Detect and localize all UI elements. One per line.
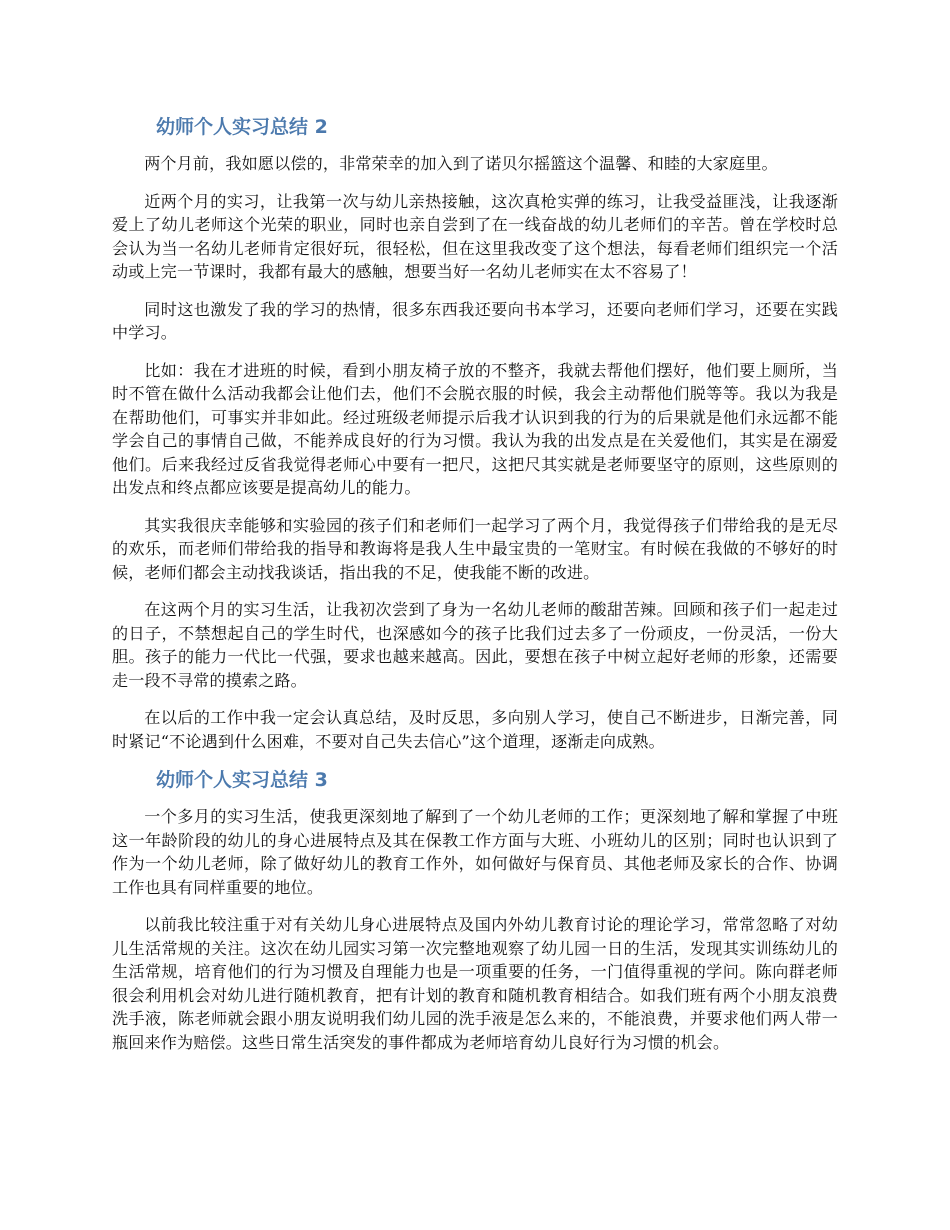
section-title: 幼师个人实习总结 2 bbox=[156, 116, 328, 138]
paragraph: 在这两个月的实习生活，让我初次尝到了身为一名幼儿老师的酸甜苦辣。回顾和孩子们一起走过的日子，不禁想起自己的学生时代，也深感如今的孩子比我们过去多了一份顽皮，一份灵活，一份大胆。孩子的能力一代比一代强，要求也越来越高。因此，要想在孩子中树立起好老师的形象，还需要走一段不寻常的摸索之路。 bbox=[112, 600, 838, 690]
paragraph: 其实我很庆幸能够和实验园的孩子们和老师们一起学习了两个月，我觉得孩子们带给我的是无尽的欢乐，而老师们带给我的指导和教诲将是我人生中最宝贵的一笔财宝。有时候在我做的不够好的时候，老师们都会主动找我谈话，指出我的不足，使我能不断的改进。 bbox=[112, 515, 838, 582]
section-summary-2 bbox=[112, 114, 838, 753]
paragraph: 一个多月的实习生活，使我更深刻地了解到了一个幼儿老师的工作；更深刻地了解和掌握了中班这一年龄阶段的幼儿的身心进展特点及其在保教工作方面与大班、小班幼儿的区别；同时也认识到了作为一个幼儿老师，除了做好幼儿的教育工作外，如何做好与保育员、其他老师及家长的合作、协调工作也具有同样重要的地位。 bbox=[112, 807, 838, 897]
section-title: 幼师个人实习总结 3 bbox=[156, 769, 328, 791]
section-summary-3 bbox=[112, 767, 838, 1054]
document-content bbox=[112, 114, 838, 1068]
paragraph: 两个月前，我如愿以偿的，非常荣幸的加入到了诺贝尔摇篮这个温馨、和睦的大家庭里。 bbox=[144, 154, 778, 173]
paragraph: 同时这也激发了我的学习的热情，很多东西我还要向书本学习，还要向老师们学习，还要在实践中学习。 bbox=[112, 299, 838, 342]
paragraph: 以前我比较注重于对有关幼儿身心进展特点及国内外幼儿教育讨论的理论学习，常常忽略了对幼儿生活常规的关注。这次在幼儿园实习第一次完整地观察了幼儿园一日的生活，发现其实训练幼儿的生活常规，培育他们的行为习惯及自理能力也是一项重要的任务，一门值得重视的学问。陈向群老师很会利用机会对幼儿进行随机教育，把有计划的教育和随机教育相结合。如我们班有两个小朋友浪费洗手液，陈老师就会跟小朋友说明我们幼儿园的洗手液是怎么来的，不能浪费，并要求他们两人带一瓶回来作为赔偿。这些日常生活突发的事件都成为老师培育幼儿良好行为习惯的机会。 bbox=[112, 915, 838, 1052]
paragraph: 近两个月的实习，让我第一次与幼儿亲热接触，这次真枪实弹的练习，让我受益匪浅，让我逐渐爱上了幼儿老师这个光荣的职业，同时也亲自尝到了在一线奋战的幼儿老师们的辛苦。曾在学校时总会认为当一名幼儿老师肯定很好玩，很轻松，但在这里我改变了这个想法，每看老师们组织完一个活动或上完一节课时，我都有最大的感触，想要当好一名幼儿老师实在太不容易了！ bbox=[112, 191, 838, 281]
paragraph: 在以后的工作中我一定会认真总结，及时反思，多向别人学习，使自己不断进步，日渐完善，同时紧记“不论遇到什么困难，不要对自己失去信心”这个道理，逐渐走向成熟。 bbox=[112, 708, 838, 751]
paragraph: 比如：我在才进班的时候，看到小朋友椅子放的不整齐，我就去帮他们摆好，他们要上厕所，当时不管在做什么活动我都会让他们去，他们不会脱衣服的时候，我会主动帮他们脱等等。我以为我是在帮助他们，可事实并非如此。经过班级老师提示后我才认识到我的行为的后果就是他们永远都不能学会自己的事情自己做，不能养成良好的行为习惯。我认为我的出发点是在关爱他们，其实是在溺爱他们。后来我经过反省我觉得老师心中要有一把尺，这把尺其实就是老师要坚守的原则，这些原则的出发点和终点都应该要是提高幼儿的能力。 bbox=[112, 360, 838, 497]
